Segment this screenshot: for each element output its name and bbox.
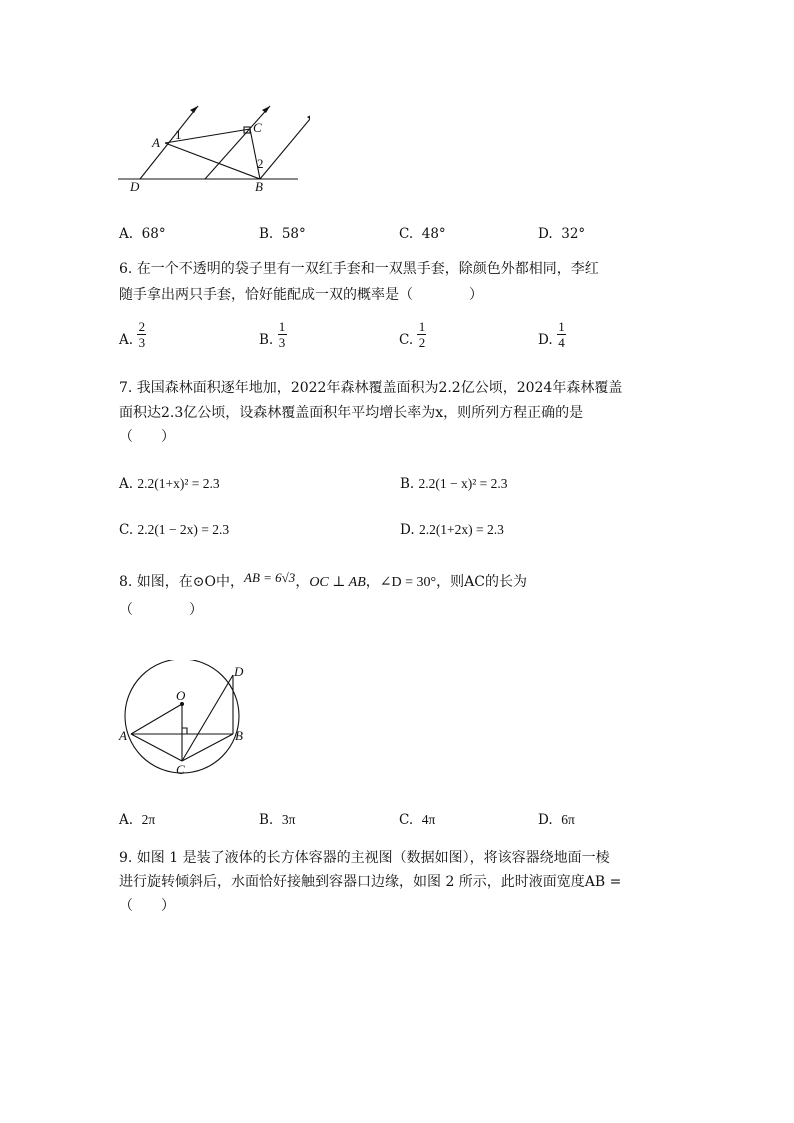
q7-line-2: 面积达2.3亿公顷，设森林覆盖面积年平均增长率为x，则所列方程正确的是: [119, 405, 584, 421]
q5-option-a[interactable]: A. 68°: [119, 226, 166, 242]
label-C: C: [253, 120, 262, 135]
label-D2: D: [234, 664, 244, 679]
figure-circle: [116, 660, 256, 780]
q6-line-2: 随手拿出两只手套，恰好能配成一双的概率是（ ）: [119, 287, 483, 303]
q9-line-3: （ ）: [119, 898, 175, 914]
q9-line-1: 9. 如图 1 是装了液体的长方体容器的主视图（数据如图），将该容器绕地面一棱: [119, 850, 610, 866]
q8-option-d[interactable]: D. 6π: [538, 812, 575, 828]
q7-option-c[interactable]: C. 2.2(1 − 2x) = 2.3: [119, 522, 230, 538]
q8-option-a[interactable]: A. 2π: [119, 812, 156, 828]
q7-option-d[interactable]: D. 2.2(1+2x) = 2.3: [400, 522, 504, 538]
q7-line-3: （ ）: [119, 429, 175, 445]
label-B2: B: [235, 728, 243, 743]
q6-option-c[interactable]: C. $\frac{1}{2}$: [399, 319, 426, 350]
label-D: D: [130, 179, 140, 194]
q7-option-a[interactable]: A. 2.2(1+x)² = 2.3: [119, 476, 220, 492]
q8-option-b[interactable]: B. 3π: [259, 812, 296, 828]
label-C2: C: [176, 762, 185, 777]
label-B: B: [255, 179, 263, 194]
q8-option-c[interactable]: C. 4π: [399, 812, 436, 828]
label-A: A: [152, 135, 160, 150]
q8-line-2: （ ）: [119, 602, 203, 618]
q9-line-2: 进行旋转倾斜后，水面恰好接触到容器口边缘，如图 2 所示，此时液面宽度AB =: [119, 874, 622, 890]
q8-line-1: 8. 如图，在⊙O中，AB = 6√3，OC ⊥ AB，∠D = 30°，则AC的长为: [119, 570, 527, 590]
q7-option-b[interactable]: B. 2.2(1 − x)² = 2.3: [400, 476, 508, 492]
label-angle-2: 2: [257, 156, 264, 171]
label-A2: A: [119, 728, 127, 743]
q5-option-b[interactable]: B. 58°: [259, 226, 306, 242]
figure-parallel-lines: [110, 96, 310, 196]
q7-line-1: 7. 我国森林面积逐年地加，2022年森林覆盖面积为2.2亿公顷，2024年森林覆盖: [119, 380, 623, 396]
label-angle-1: 1: [175, 127, 182, 142]
q6-option-b[interactable]: B. $\frac{1}{3}$: [259, 319, 286, 350]
q5-option-d[interactable]: D. 32°: [538, 226, 586, 242]
label-O: O: [176, 688, 186, 703]
q6-option-d[interactable]: D. $\frac{1}{4}$: [538, 319, 565, 350]
q5-option-c[interactable]: C. 48°: [399, 226, 446, 242]
q6-option-a[interactable]: A. $\frac{2}{3}$: [119, 319, 146, 350]
q6-line-1: 6. 在一个不透明的袋子里有一双红手套和一双黑手套，除颜色外都相同，李红: [119, 261, 599, 277]
